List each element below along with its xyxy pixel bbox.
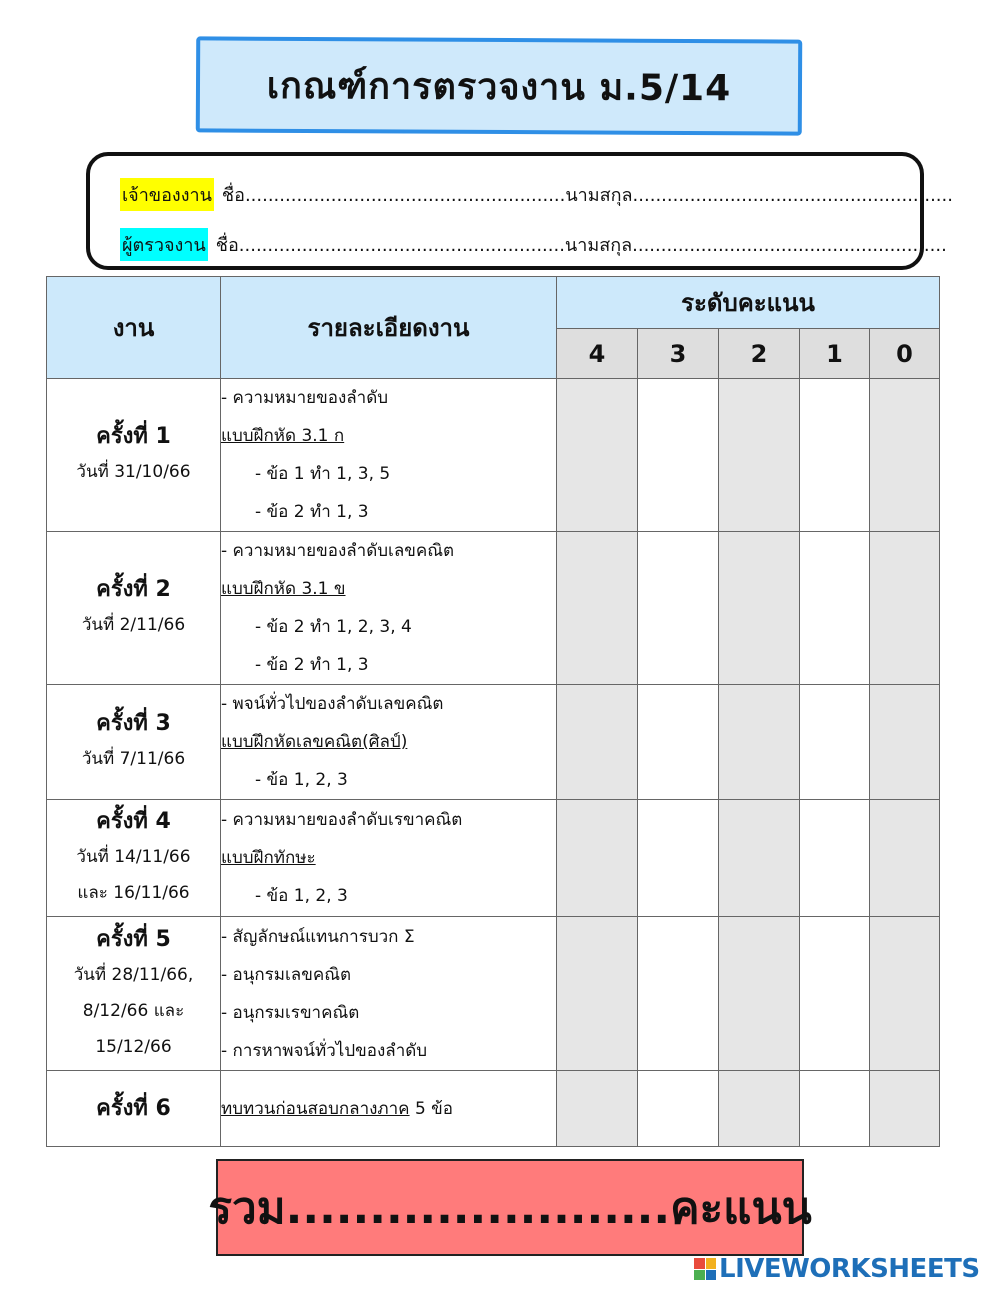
- task-cell: [47, 917, 221, 1071]
- header-detail: รายละเอียดงาน: [221, 277, 557, 379]
- task-date: และ 16/11/66: [77, 883, 190, 903]
- detail-text: - ข้อ 1 ทำ 1, 3, 5: [255, 464, 391, 484]
- detail-text: - สัญลักษณ์แทนการบวก Σ: [221, 926, 415, 947]
- table-row: [47, 532, 940, 685]
- detail-line: [221, 685, 556, 723]
- detail-cell: [221, 917, 557, 1071]
- detail-line: [221, 646, 556, 684]
- total-score-box: [208, 1159, 812, 1256]
- detail-line: [221, 994, 556, 1032]
- score-cell-2[interactable]: [719, 379, 800, 532]
- score-cell-3[interactable]: [638, 1071, 719, 1147]
- detail-cell: [221, 685, 557, 800]
- score-cell-1[interactable]: [800, 917, 870, 1071]
- detail-text: ทบทวนก่อนสอบกลางภาค: [221, 1098, 410, 1119]
- detail-line: [221, 918, 556, 956]
- task-cell: [47, 1071, 221, 1147]
- task-cell: [47, 532, 221, 685]
- owner-name-field[interactable]: ชื่อ........................................................นามสกุล........................................................: [221, 185, 953, 206]
- task-cell: [47, 379, 221, 532]
- detail-text: - ข้อ 1, 2, 3: [255, 770, 348, 790]
- detail-text: - อนุกรมเรขาคณิต: [221, 1002, 360, 1023]
- task-title: ครั้งที่ 5: [96, 926, 171, 952]
- student-info-box: [86, 152, 953, 270]
- detail-text: - พจน์ทั่วไปของลำดับเลขคณิต: [221, 694, 444, 714]
- checker-row: [120, 228, 947, 261]
- detail-text: - ความหมายของลำดับ: [221, 388, 389, 408]
- detail-line: [221, 723, 556, 761]
- task-date: วันที่ 7/11/66: [81, 749, 186, 769]
- detail-cell: [221, 379, 557, 532]
- score-cell-3[interactable]: [638, 917, 719, 1071]
- detail-line: [221, 493, 556, 531]
- detail-text: แบบฝึกหัด 3.1 ข: [221, 579, 346, 599]
- table-row: [47, 1071, 940, 1147]
- table-row: [47, 917, 940, 1071]
- detail-text: - ความหมายของลำดับเลขคณิต: [221, 541, 455, 561]
- checker-label: ผู้ตรวจงาน: [120, 228, 208, 261]
- score-cell-0[interactable]: [870, 800, 940, 917]
- score-level: 0: [870, 329, 940, 379]
- task-date: 15/12/66: [95, 1036, 172, 1057]
- detail-text: แบบฝึกหัดเลขคณิต(ศิลป์): [221, 732, 408, 752]
- liveworksheets-logo-icon: [694, 1258, 716, 1280]
- task-cell: [47, 685, 221, 800]
- detail-line: [221, 532, 556, 570]
- score-cell-2[interactable]: [719, 685, 800, 800]
- detail-cell: [221, 800, 557, 917]
- score-cell-3[interactable]: [638, 379, 719, 532]
- table-row: [47, 800, 940, 917]
- detail-cell: [221, 532, 557, 685]
- score-cell-4[interactable]: [557, 800, 638, 917]
- detail-line: [221, 801, 556, 839]
- detail-line: [221, 839, 556, 877]
- table-row: [47, 685, 940, 800]
- score-cell-0[interactable]: [870, 685, 940, 800]
- detail-text: แบบฝึกทักษะ: [221, 848, 316, 868]
- score-cell-4[interactable]: [557, 917, 638, 1071]
- grading-table: [46, 276, 940, 1147]
- score-cell-0[interactable]: [870, 532, 940, 685]
- task-date: วันที่ 14/11/66: [76, 847, 191, 867]
- task-title: ครั้งที่ 3: [96, 711, 171, 736]
- header-task: งาน: [47, 277, 221, 379]
- score-cell-0[interactable]: [870, 379, 940, 532]
- score-level: 4: [557, 329, 638, 379]
- detail-suffix: 5 ข้อ: [409, 1098, 454, 1119]
- owner-row: [120, 178, 953, 211]
- score-cell-1[interactable]: [800, 685, 870, 800]
- score-cell-0[interactable]: [870, 917, 940, 1071]
- task-title: ครั้งที่ 6: [96, 1095, 171, 1121]
- detail-line: [221, 1032, 556, 1070]
- header-score: ระดับคะแนน: [557, 277, 940, 329]
- score-cell-2[interactable]: [719, 1071, 800, 1147]
- task-title: ครั้งที่ 1: [96, 424, 171, 449]
- detail-cell: [221, 1071, 557, 1147]
- score-level: 1: [800, 329, 870, 379]
- detail-text: - การหาพจน์ทั่วไปของลำดับ: [221, 1040, 428, 1061]
- score-cell-0[interactable]: [870, 1071, 940, 1147]
- detail-line: [221, 608, 556, 646]
- detail-line: [221, 877, 556, 915]
- score-cell-1[interactable]: [800, 800, 870, 917]
- task-date: 8/12/66 และ: [82, 1000, 185, 1021]
- score-cell-4[interactable]: [557, 379, 638, 532]
- detail-line: [221, 379, 556, 417]
- score-cell-4[interactable]: [557, 532, 638, 685]
- title-banner: [196, 36, 802, 135]
- detail-text: - อนุกรมเลขคณิต: [221, 964, 352, 985]
- table-row: [47, 379, 940, 532]
- detail-text: - ข้อ 2 ทำ 1, 3: [255, 655, 369, 675]
- detail-text: - ข้อ 2 ทำ 1, 3: [255, 502, 369, 522]
- detail-text: แบบฝึกหัด 3.1 ก: [221, 426, 345, 446]
- score-cell-4[interactable]: [557, 1071, 638, 1147]
- brand-name: LIVEWORKSHEETS: [719, 1254, 980, 1284]
- detail-line: [221, 956, 556, 994]
- task-date: วันที่ 2/11/66: [81, 615, 186, 635]
- detail-text: - ข้อ 2 ทำ 1, 2, 3, 4: [255, 617, 412, 637]
- task-date: วันที่ 31/10/66: [76, 462, 191, 482]
- task-title: ครั้งที่ 2: [96, 577, 171, 602]
- score-cell-3[interactable]: [638, 532, 719, 685]
- detail-line: [221, 455, 556, 493]
- task-date: วันที่ 28/11/66,: [73, 964, 194, 985]
- score-cell-1[interactable]: [800, 379, 870, 532]
- owner-label: เจ้าของงาน: [120, 178, 214, 211]
- score-cell-1[interactable]: [800, 532, 870, 685]
- score-cell-2[interactable]: [719, 917, 800, 1071]
- score-level: 2: [719, 329, 800, 379]
- brand-watermark: [694, 1254, 980, 1284]
- score-cell-3[interactable]: [638, 800, 719, 917]
- detail-text: - ข้อ 1, 2, 3: [255, 886, 348, 906]
- detail-line: [221, 417, 556, 455]
- checker-name-field[interactable]: ชื่อ.........................................................นามสกุล.......................................................: [215, 235, 947, 256]
- score-level: 3: [638, 329, 719, 379]
- detail-line: [221, 570, 556, 608]
- detail-line: [221, 761, 556, 799]
- score-cell-2[interactable]: [719, 800, 800, 917]
- detail-text: - ความหมายของลำดับเรขาคณิต: [221, 810, 463, 830]
- score-cell-4[interactable]: [557, 685, 638, 800]
- detail-line: [221, 1090, 556, 1128]
- task-title: ครั้งที่ 4: [96, 809, 171, 834]
- score-cell-1[interactable]: [800, 1071, 870, 1147]
- score-cell-2[interactable]: [719, 532, 800, 685]
- score-cell-3[interactable]: [638, 685, 719, 800]
- total-score-text[interactable]: รวม.......................คะแนน: [208, 1182, 812, 1234]
- page-title: เกณฑ์การตรวจงาน ม.5/14: [266, 65, 732, 109]
- task-cell: [47, 800, 221, 917]
